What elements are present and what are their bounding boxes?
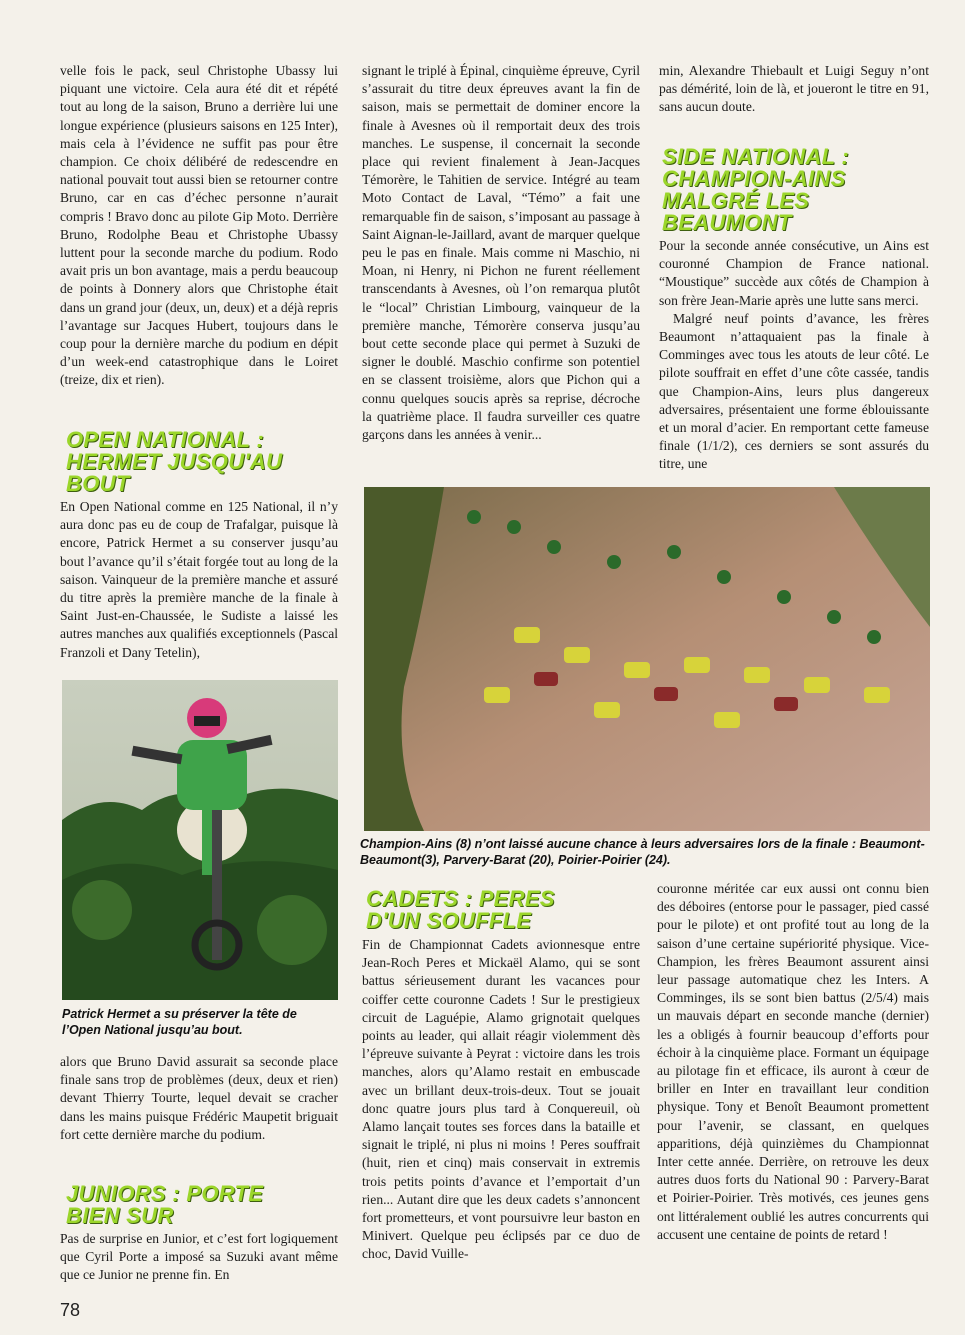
col1-paragraph-4: Pas de surprise en Junior, et c’est fort logiquement que Cyril Porte a imposé sa Suzuki avant même que ce Junior ne prenne fin. En: [60, 1231, 338, 1283]
cadets-heading: CADETS : PERES D'UN SOUFFLE: [366, 886, 555, 933]
col1-paragraph-2: En Open National comme en 125 National, il n’y aura donc pas eu de coup de Trafalgar, puisque là encore, Patrick Hermet a su conserver jusqu’au bout l’avance qu’il s’était forgée tout au long de la saison. Vainqueur de la première manche et assuré du titre après la première manche de la finale à Saint Just-en-Chaussée, le Sudiste a laissé les autres manches aux qualifiés exceptionnels (Pascal Franzoli et Dany Tetelin),: [60, 499, 338, 660]
column-2: [362, 62, 640, 444]
col3-paragraph-3: Malgré neuf points d’avance, les frères Beaumont n’attaquaient pas la finale à Comminges avec tous les atouts de leur côté. Le pilote souffrait en effet d’une côte cassée, tandis que Champion-Ains, leurs plus dangereux adversaires, présentaient une forme éblouissante et un moral d’acier. En remportant cette fameuse finale (1/1/2), ces derniers se sont assurés du titre, une: [659, 310, 929, 472]
col2-paragraph-1: signant le triplé à Épinal, cinquième épreuve, Cyril s’assurait du titre deux épreuves avant la fin de saison, mais se permettait de dominer encore la finale à Avesnes où il remportait deux des trois manches. Le suspense, il concernait la seconde place qui revient finalement à Jean-Jacques Témorère, le Tahitien de service. Intégré au team Moto Contact de Laval, “Témo” a fait une remarquable fin de saison, s’imposant au passage à Saint Aignan-le-Jaillard, avant de marquer quelque peu le pas en finale. Mais comme ni Maschio, ni Moan, ni Henry, ni Pichon ne furent réellement transcendants à Avesnes, où l’on remarqua plutôt le “local” Christian Limbourg, vainqueur de la première manche, Témorère conserva jusqu’au bout cette seconde place qui permet à Suzuki de signer le doublé. Maschio confirme son potentiel en se classent troisième, alors que Pichon qui a connu quelques soucis après sa reprise, décroche la quatrième place. Il faudra surveiller ces quatre garçons dans les années à venir...: [362, 63, 640, 443]
sidecar-photo-caption: Champion-Ains (8) n’ont laissé aucune chance à leurs adversaires lors de la finale : Beaumont-Beaumont(3), Parvery-Barat (20), Poirier-Poirier (24).: [360, 837, 925, 867]
open-national-heading: OPEN NATIONAL : HERMET JUSQU'AU BOUT: [66, 427, 283, 496]
cadets-column: [362, 936, 640, 1264]
column-1b: [60, 498, 338, 662]
column-3: [659, 62, 929, 117]
col3-paragraph-1: min, Alexandre Thiebault et Luigi Seguy n’ont pas démérité, loin de là, et joueront le titre en 91, sans aucun doute.: [659, 63, 929, 115]
column-1d: [60, 1230, 338, 1285]
column-4: [657, 880, 929, 1244]
col1-paragraph-1: velle fois le pack, seul Christophe Ubassy lui piquant une victoire. Cela aura été dit et répété tout au long de la saison, Bruno a derrière lui une longue expérience (plusieurs saisons en 125 Inter), mais cela à l’évidence ne suffit pas pour être champion. Ce choix délibéré de redescendre en national pouvait tout aussi bien se retourner contre Bruno, car en cas d’échec personne n’aurait compris ! Bravo donc au pilote Gip Moto. Derrière Bruno, Rodolphe Beau et Christophe Ubassy luttent pour la seconde marche du podium. Rodo avait pris un bon avantage, mais a perdu beaucoup de points à Donnery alors que Christophe était dans un grand jour (deux, un, deux) et a déjà repris l’avantage sur Jacques Hubert, toujours dans le coup pour la dernière marche du podium en dépit d’un week-end catastrophique dans le Loiret (treize, dix et rien).: [60, 63, 338, 388]
col1-paragraph-3: alors que Bruno David assurait sa seconde place finale sans trop de problèmes (deux, deux et rien) devant Thierry Tourte, lequel devait se cracher dans les mains puisque Frédéric Maupetit briguait fort cette dernière marche du podium.: [60, 1054, 338, 1142]
hermet-photo-caption: Patrick Hermet a su préserver la tête de l’Open National jusqu’au bout.: [62, 1007, 297, 1037]
column-1c: [60, 1053, 338, 1144]
sidecar-race-photo: [364, 487, 930, 831]
cadets-paragraph-1: Fin de Championnat Cadets avionnesque entre Jean-Roch Peres et Mickaël Alamo, qui se sont battus sérieusement durant les vacances pour coiffer cette couronne Cadets ! Sur le prestigieux circuit de Laguépie, Alamo grignotait quelques points au leader, qui allait réagir violemment dès l’épreuve suivante à Peyrat : victoire dans les trois manches, alors qu’Alamo restait en embuscade avec un brillant deux-trois-deux. Tout se jouait donc quatre jours plus tard à Conquereuil, où Alamo lançait toutes ses forces dans la bataille et signait le triplé, ni plus ni moins ! Peres souffrait (huit, rien et cinq) mais conservait in extremis trois petits points d’avance et l’emportait d’un rien... Autant dire que les deux cadets s’annoncent fort prometteurs, et vont poursuivre leur baston en Minivert. Quelque peu éclipsés par ce duo de choc, David Vuille-: [362, 937, 640, 1262]
page-number: 78: [60, 1300, 81, 1320]
column-1: [60, 62, 338, 390]
column-3b: [659, 237, 929, 474]
side-national-heading: SIDE NATIONAL : CHAMPION-AINS MALGRÉ LES BEAUMONT: [662, 144, 850, 235]
sidecar-start-image: [364, 487, 930, 831]
motocross-jump-image: [62, 680, 338, 1000]
col3-paragraph-2: Pour la seconde année consécutive, un Ains est couronné Champion de France national. “Moustique” succède aux côtés de Champion à son frère Jean-Marie après une lutte sans merci.: [659, 238, 929, 308]
hermet-jump-photo: [62, 680, 338, 1000]
juniors-heading: JUNIORS : PORTE BIEN SUR: [66, 1181, 264, 1228]
col4-paragraph-1: couronne méritée car eux aussi ont connu bien des déboires (entorse pour le passager, pied cassé pour le pilote) et ont profité tout au long de la saison d’une certaine supériorité physique. Vice-Champion, les frères Beaumont assurent ainsi leur passage automatique chez les Inters. A Comminges, ils se sont bien battus (2/5/4) mais un mauvais départ en seconde manche (dernier) les a obligés à fournir beaucoup d’efforts pour échoir à la cinquième place. Formant un équipage au pilotage fin et efficace, ils auront à cœur de briller en Inter en travaillant leur condition physique. Tony et Benoît Beaumont promettent pour l’avenir, se classant, en quelques apparitions, déjà quinzièmes du Championnat Inter cette année. Derrière, on retrouve les deux autres duos forts du National 90 : Parvery-Barat et Poirier-Poirier. Très motivés, ces jeunes gens ont littéralement oublié les autres concurrents qui accusent une centaine de points de retard !: [657, 881, 929, 1242]
